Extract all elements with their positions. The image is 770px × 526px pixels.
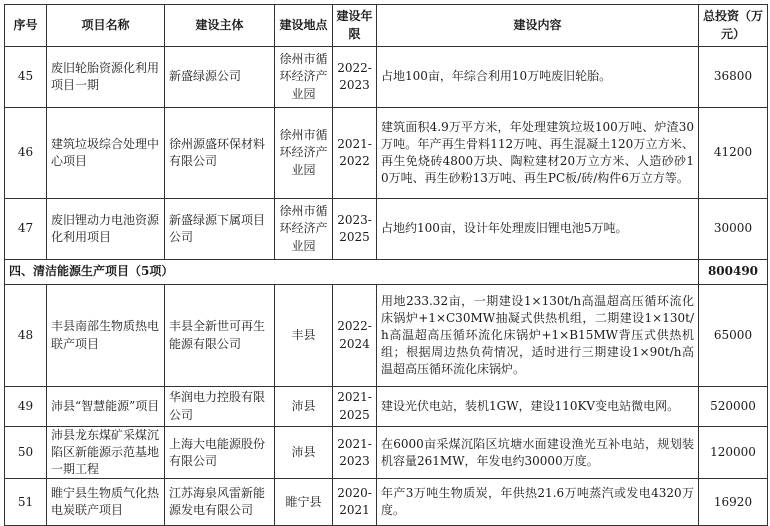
builder: 江苏海泉风雷新能源发电有限公司 <box>165 479 275 526</box>
build-content: 用地233.32亩，一期建设1×130t/h高温超高压循环流化床锅炉+1×C30MW抽凝式供热机组，二期建设1×130t/h高温超高压循环流化床锅炉+1×B15MW背压式供热机组；根据周边热负荷情况，适时进行三期建设1×90t/h高温超高压循环流化床锅炉。 <box>377 285 699 387</box>
table-row <box>5 285 768 387</box>
total-investment: 520000 <box>699 387 768 427</box>
builder: 新盛绿源公司 <box>165 47 275 108</box>
build-content: 年产3万吨生物质炭，年供热21.6万吨蒸汽或发电4320万度。 <box>377 479 699 526</box>
row-number: 50 <box>5 427 47 479</box>
project-name: 废旧锂动力电池资源化利用项目 <box>47 199 165 260</box>
build-years: 2022-2023 <box>333 47 377 108</box>
section-row <box>5 260 768 285</box>
project-name: 沛县“智慧能源”项目 <box>47 387 165 427</box>
builder: 徐州源盛环保材料有限公司 <box>165 108 275 199</box>
table-row <box>5 108 768 199</box>
total-investment: 30000 <box>699 199 768 260</box>
table-row <box>5 47 768 108</box>
total-investment: 16920 <box>699 479 768 526</box>
build-years: 2021-2023 <box>333 427 377 479</box>
row-number: 47 <box>5 199 47 260</box>
column-header: 建设主体 <box>165 5 275 47</box>
location: 沛县 <box>275 427 333 479</box>
row-number: 46 <box>5 108 47 199</box>
row-number: 48 <box>5 285 47 387</box>
build-years: 2023-2025 <box>333 199 377 260</box>
total-investment: 120000 <box>699 427 768 479</box>
column-header: 建设年限 <box>333 5 377 47</box>
project-name: 废旧轮胎资源化利用项目一期 <box>47 47 165 108</box>
location: 徐州市循环经济产业园 <box>275 199 333 260</box>
total-investment: 36800 <box>699 47 768 108</box>
project-name: 睢宁县生物质气化热电炭联产项目 <box>47 479 165 526</box>
column-header: 总投资（万元） <box>699 5 768 47</box>
section-total: 800490 <box>699 260 768 285</box>
header-row <box>5 5 768 47</box>
section-title: 四、清洁能源生产项目（5项） <box>5 260 699 285</box>
column-header: 序号 <box>5 5 47 47</box>
total-investment: 41200 <box>699 108 768 199</box>
build-years: 2021-2025 <box>333 387 377 427</box>
location: 徐州市循环经济产业园 <box>275 47 333 108</box>
column-header: 建设地点 <box>275 5 333 47</box>
location: 丰县 <box>275 285 333 387</box>
table-row <box>5 479 768 526</box>
project-name: 沛县龙东煤矿采煤沉陷区新能源示范基地一期工程 <box>47 427 165 479</box>
builder: 丰县全新世可再生能源有限公司 <box>165 285 275 387</box>
build-content: 建筑面积4.9万平方米，年处理建筑垃圾100万吨、炉渣30万吨。年产再生骨料112万吨、再生混凝土120万立方米、再生免烧砖4800万块、陶粒建材20万立方米、人造砂砂10万吨、再生砂粉13万吨、再生PC板/砖/构件6万立方等。 <box>377 108 699 199</box>
row-number: 45 <box>5 47 47 108</box>
project-name: 丰县南部生物质热电联产项目 <box>47 285 165 387</box>
project-table <box>4 4 768 526</box>
build-content: 占地约100亩，设计年处理废旧锂电池5万吨。 <box>377 199 699 260</box>
build-years: 2022-2024 <box>333 285 377 387</box>
build-content: 占地100亩，年综合利用10万吨废旧轮胎。 <box>377 47 699 108</box>
column-header: 项目名称 <box>47 5 165 47</box>
total-investment: 65000 <box>699 285 768 387</box>
build-years: 2021-2022 <box>333 108 377 199</box>
builder: 新盛绿源下属项目公司 <box>165 199 275 260</box>
project-name: 建筑垃圾综合处理中心项目 <box>47 108 165 199</box>
build-years: 2020-2021 <box>333 479 377 526</box>
table-row <box>5 387 768 427</box>
location: 睢宁县 <box>275 479 333 526</box>
table-row <box>5 199 768 260</box>
build-content: 在6000亩采煤沉陷区坑塘水面建设渔光互补电站，规划装机容量261MW，年发电约30000万度。 <box>377 427 699 479</box>
row-number: 49 <box>5 387 47 427</box>
row-number: 51 <box>5 479 47 526</box>
location: 沛县 <box>275 387 333 427</box>
location: 徐州市循环经济产业园 <box>275 108 333 199</box>
builder: 上海大电能源股份有限公司 <box>165 427 275 479</box>
build-content: 建设光伏电站，装机1GW，建设110KV变电站微电网。 <box>377 387 699 427</box>
column-header: 建设内容 <box>377 5 699 47</box>
table-row <box>5 427 768 479</box>
builder: 华润电力控股有限公司 <box>165 387 275 427</box>
